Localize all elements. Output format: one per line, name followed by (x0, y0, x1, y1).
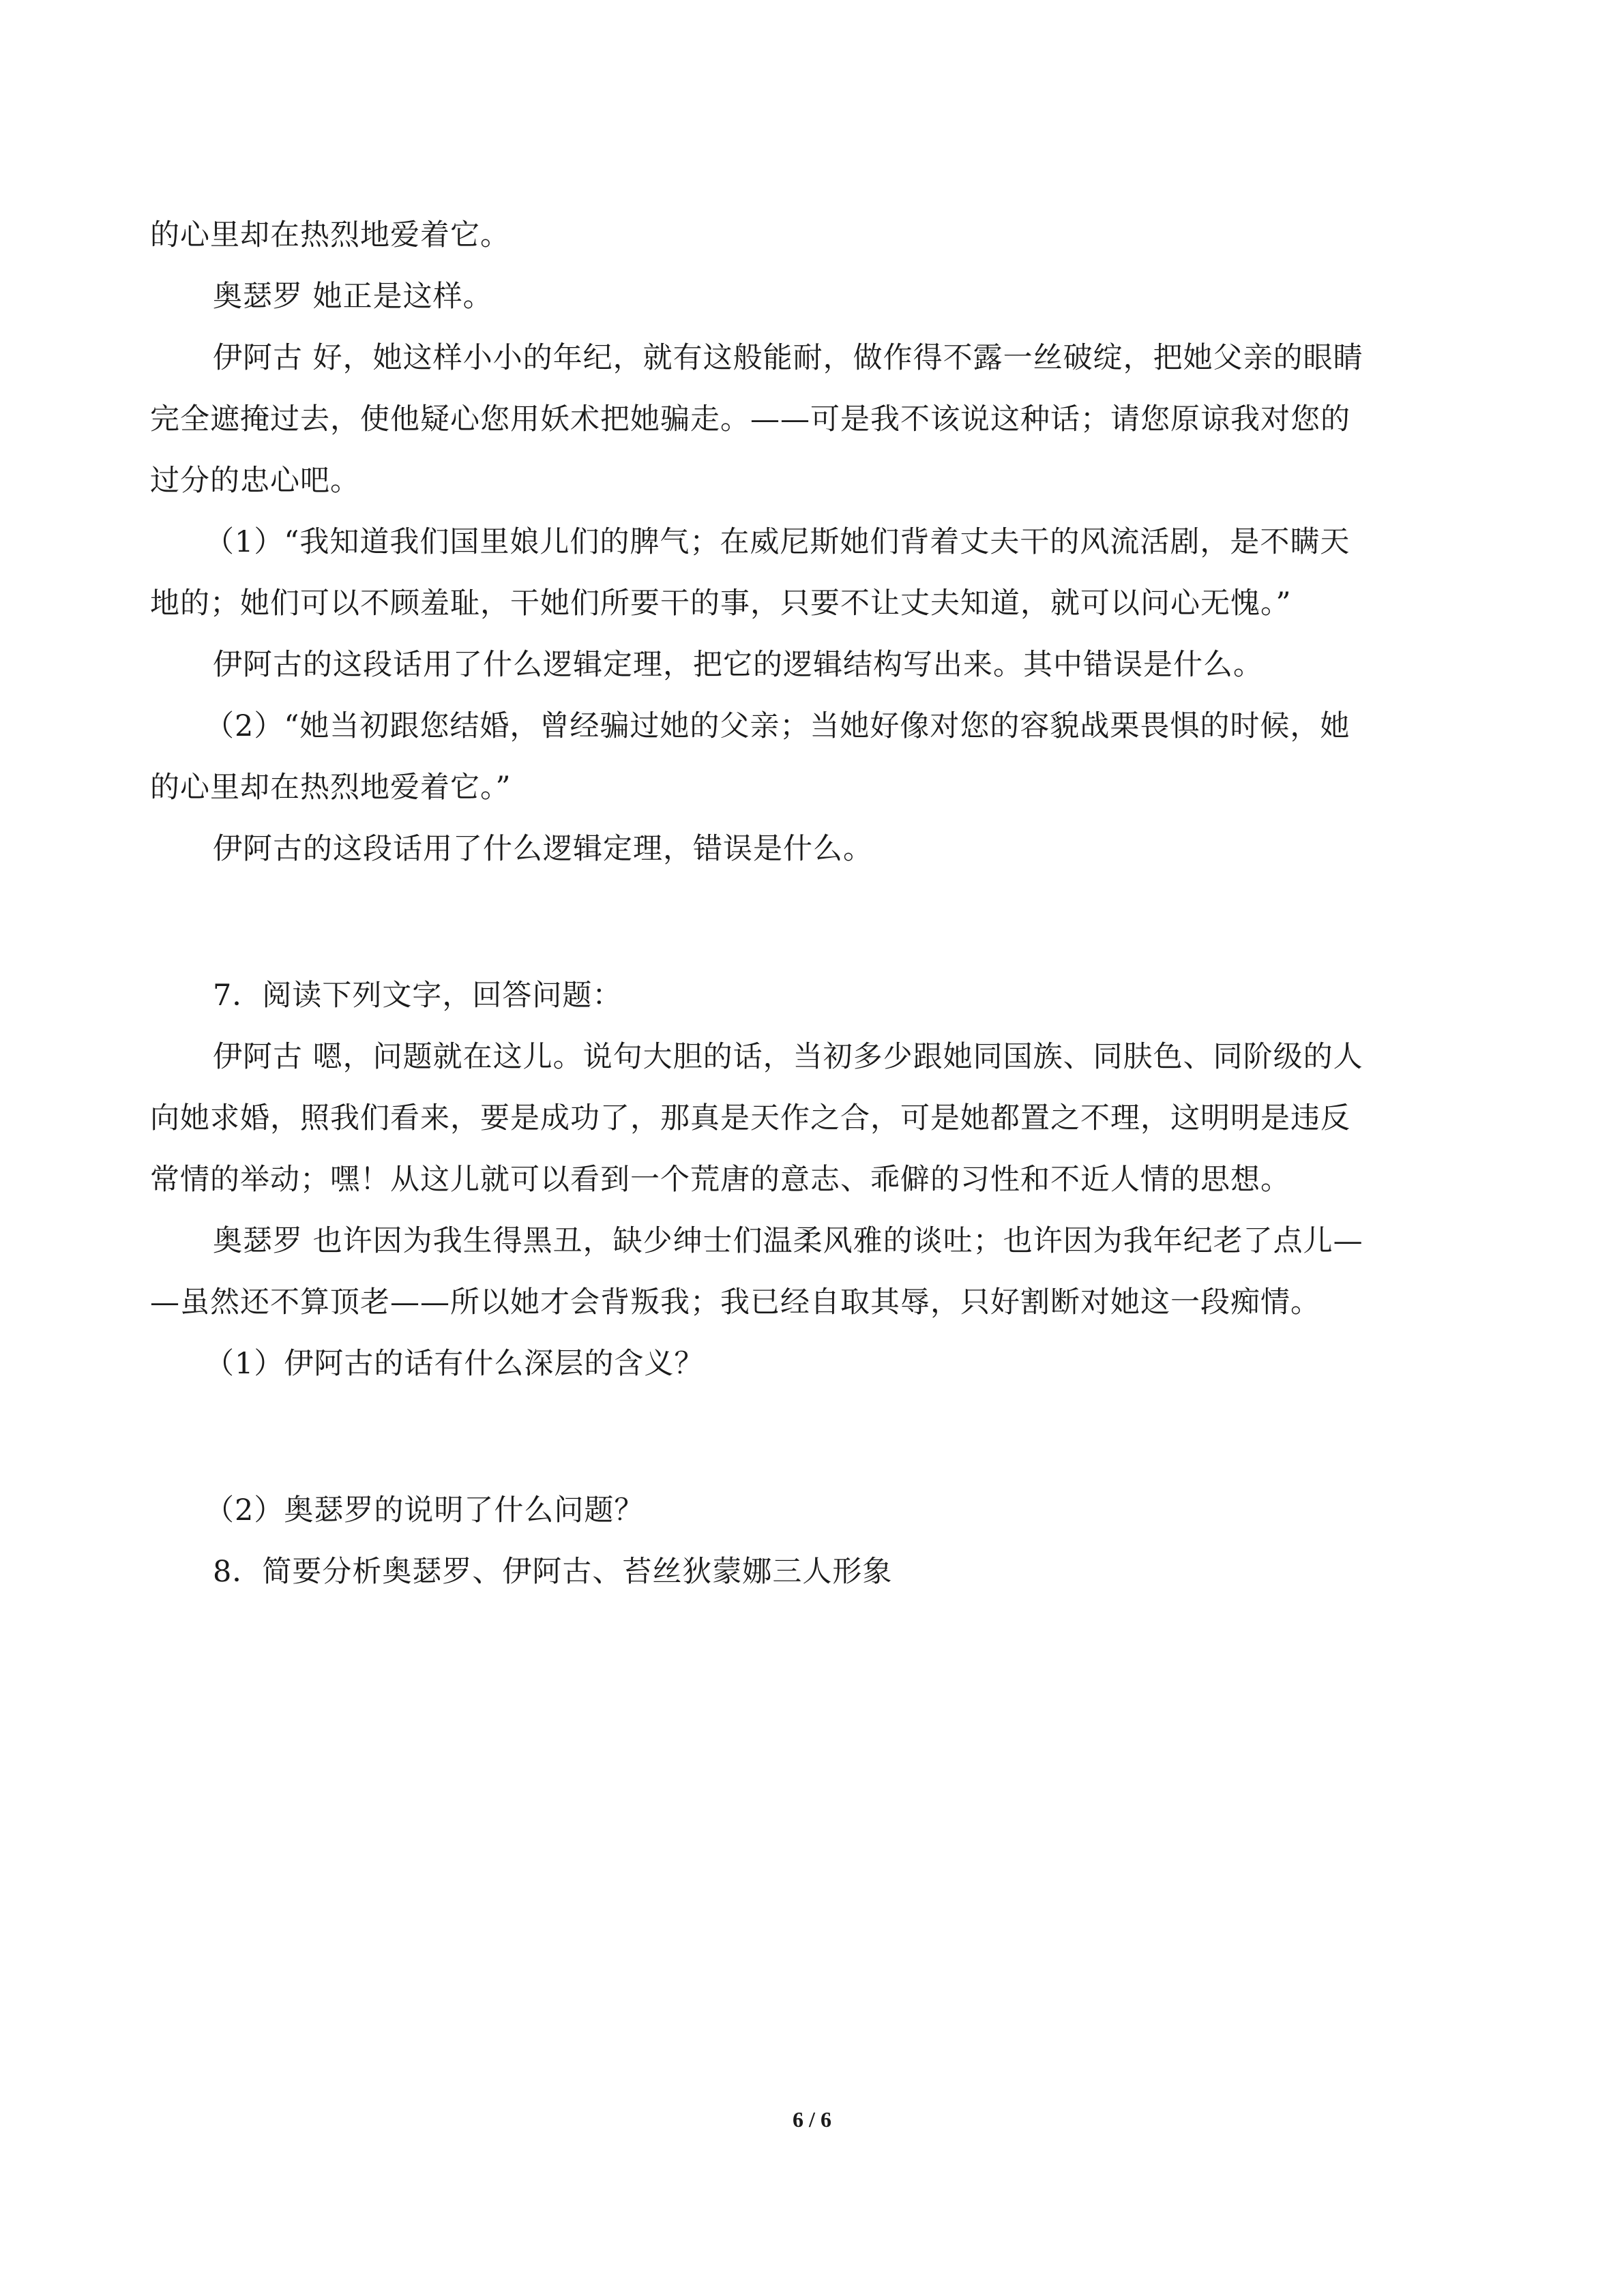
text-line: 奥瑟罗 她正是这样。 (213, 280, 493, 314)
text-line: 过分的忠心吧。 (150, 464, 360, 498)
page-number: 6 / 6 (793, 2107, 831, 2132)
question-text: 的心里却在热烈地爱着它。” (150, 771, 512, 805)
question-text: （2）“她当初跟您结婚，曾经骗过她的父亲；当她好像对您的容貌战栗畏惧的时候，她 (205, 709, 1350, 743)
text-line: 完全遮掩过去，使他疑心您用妖术把她骗走。——可是我不该说这种话；请您原谅我对您的 (150, 402, 1350, 436)
spacer (150, 880, 1487, 965)
question-prompt: （1）伊阿古的话有什么深层的含义？ (205, 1347, 705, 1381)
text-line: 向她求婚，照我们看来，要是成功了，那真是天作之合，可是她都置之不理，这明明是违反 (150, 1101, 1350, 1135)
question-prompt: （2）奥瑟罗的说明了什么问题？ (205, 1493, 645, 1527)
text-line: —虽然还不算顶老——所以她才会背叛我；我已经自取其辱，只好割断对她这一段痴情。 (150, 1285, 1320, 1320)
document-body (150, 205, 1487, 1602)
text-line: 常情的举动；嘿！从这儿就可以看到一个荒唐的意志、乖僻的习性和不近人情的思想。 (150, 1163, 1290, 1197)
question-heading: 7．阅读下列文字，回答问题： (213, 979, 623, 1013)
question-heading: 8．简要分析奥瑟罗、伊阿古、苔丝狄蒙娜三人形象 (213, 1555, 893, 1589)
spacer (150, 1395, 1487, 1480)
question-prompt: 伊阿古的这段话用了什么逻辑定理，把它的逻辑结构写出来。其中错误是什么。 (213, 648, 1263, 682)
question-prompt: 伊阿古的这段话用了什么逻辑定理，错误是什么。 (213, 832, 873, 866)
question-text: 地的；她们可以不顾羞耻，干她们所要干的事，只要不让丈夫知道，就可以问心无愧。” (150, 586, 1292, 621)
text-line: 的心里却在热烈地爱着它。 (150, 218, 510, 252)
text-line: 伊阿古 好，她这样小小的年纪，就有这般能耐，做作得不露一丝破绽，把她父亲的眼睛 (213, 341, 1363, 375)
text-line: 奥瑟罗 也许因为我生得黑丑，缺少绅士们温柔风雅的谈吐；也许因为我年纪老了点儿— (213, 1224, 1363, 1258)
question-text: （1）“我知道我们国里娘儿们的脾气；在威尼斯她们背着丈夫干的风流活剧，是不瞒天 (205, 525, 1350, 559)
text-line: 伊阿古 嗯，问题就在这儿。说句大胆的话，当初多少跟她同国族、同肤色、同阶级的人 (213, 1040, 1363, 1074)
